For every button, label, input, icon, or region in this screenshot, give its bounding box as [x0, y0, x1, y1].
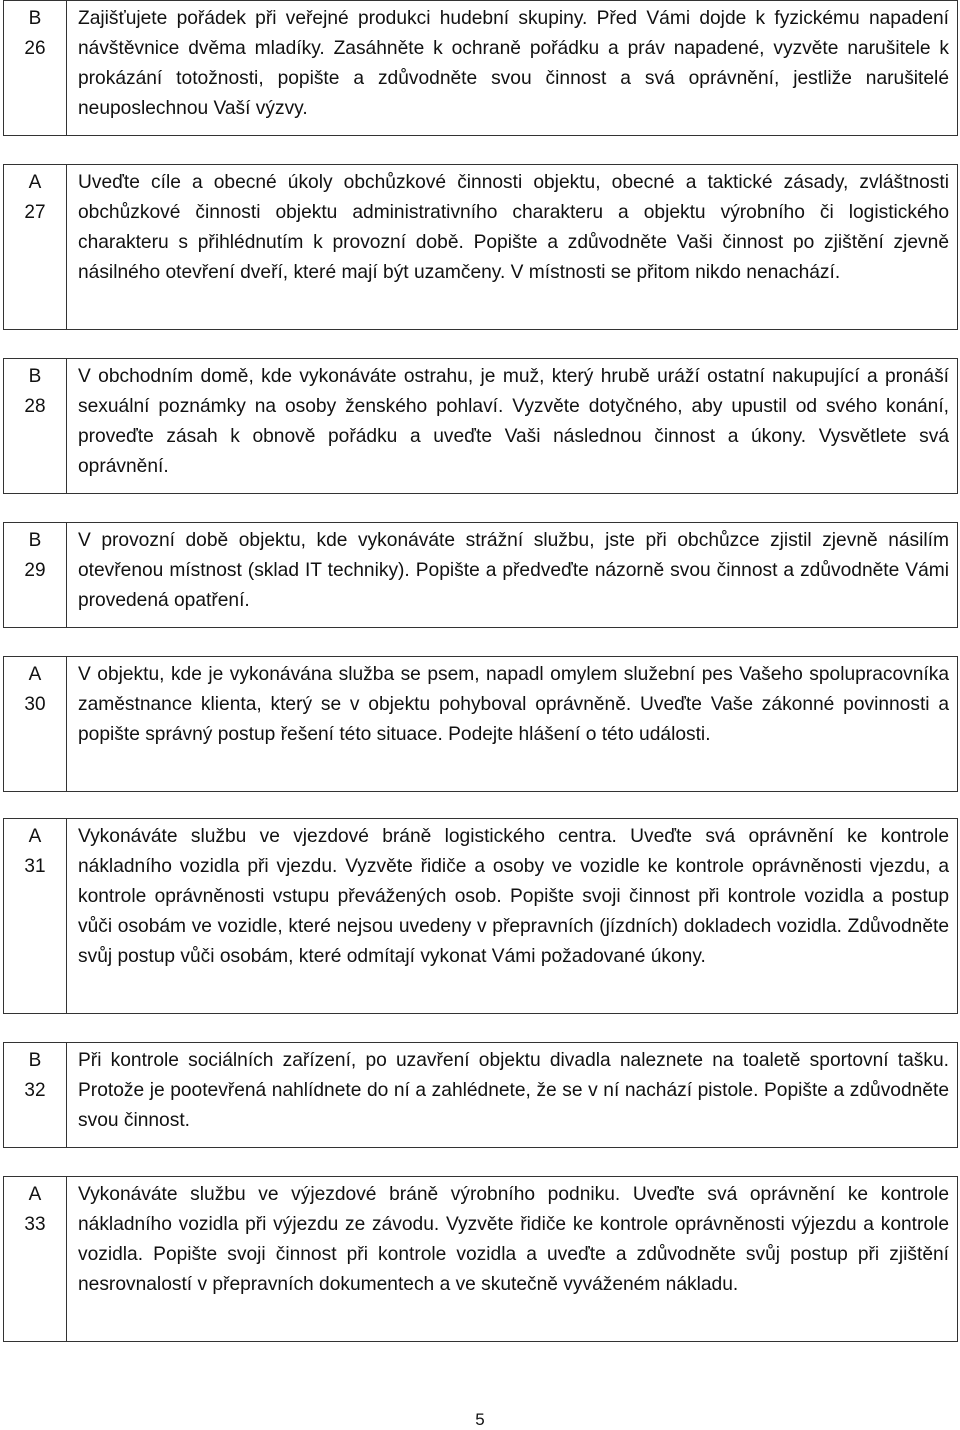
- question-letter: A: [28, 826, 42, 847]
- question-header: [4, 1177, 67, 1341]
- question-box-33: [3, 1176, 958, 1342]
- question-text: Vykonáváte službu ve výjezdové bráně výrobního podniku. Uveďte svá oprávnění ke kontrole nákladního vozidla při výjezdu ze závodu. Vyzvěte řidiče ke kontrole oprávněnosti výjezdu a kontrole vozidla. Popište svoji činnost při kontrole vozidla a uveďte a zdůvodněte svůj postup při zjištění nesrovnalostí v přepravních dokumentech a ve skutečně vyváženém nákladu.: [78, 1184, 949, 1295]
- question-box-27: [3, 164, 958, 330]
- question-text: Zajišťujete pořádek při veřejné produkci hudební skupiny. Před Vámi dojde k fyzickému napadení návštěvnice dvěma mladíky. Zasáhněte k ochraně pořádku a práv napadené, vyzvěte narušitele k prokázání totožnosti, popište a zdůvodněte svou činnost a svá oprávnění, jestliže narušitelé neuposlechnou Vaší výzvy.: [78, 8, 949, 119]
- question-number: 31: [24, 856, 46, 877]
- question-letter: A: [28, 1184, 42, 1205]
- question-header: [4, 1043, 67, 1147]
- question-header: [4, 359, 67, 493]
- page-number: 5: [475, 1410, 485, 1429]
- question-header: [4, 1, 67, 135]
- question-text: V objektu, kde je vykonávána služba se psem, napadl omylem služební pes Vašeho spolupracovníka zaměstnance klienta, který se v objektu pohyboval oprávněně. Uveďte Vaše zákonné povinnosti a popište správný postup řešení této situace. Podejte hlášení o této události.: [78, 664, 949, 745]
- question-number: 26: [24, 38, 46, 59]
- question-letter: B: [28, 8, 42, 29]
- question-text: Vykonáváte službu ve vjezdové bráně logistického centra. Uveďte svá oprávnění ke kontrole nákladního vozidla při vjezdu. Vyzvěte řidiče a osoby ve vozidle ke kontrole oprávněnosti vjezdu, a kontrole oprávněnosti vstupu převážených osob. Popište svoji činnost při kontrole vozidla a postup vůči osobám ve vozidle, které nejsou uvedeny v přepravních (jízdních) dokladech vozidla. Zdůvodněte svůj postup vůči osobám, které odmítají vykonat Vámi požadované úkony.: [78, 826, 949, 967]
- question-number: 33: [24, 1214, 46, 1235]
- question-letter: A: [28, 664, 42, 685]
- question-box-28: [3, 358, 958, 494]
- question-header: [4, 657, 67, 791]
- question-number: 30: [24, 694, 46, 715]
- question-number: 32: [24, 1080, 46, 1101]
- question-text: V obchodním domě, kde vykonáváte ostrahu, je muž, který hrubě uráží ostatní nakupující a pronáší sexuální poznámky na osoby ženského pohlaví. Vyzvěte dotyčného, aby upustil od svého konání, proveďte zásah k obnově pořádku a uveďte Vaši následnou činnost a úkony. Vysvětlete svá oprávnění.: [78, 366, 949, 477]
- question-text: Uveďte cíle a obecné úkoly obchůzkové činnosti objektu, obecné a taktické zásady, zvláštnosti obchůzkové činnosti objektu administrativního charakteru a objektu výrobního či logistického charakteru s přihlédnutím k provozní době. Popište a zdůvodněte Vaši činnost po zjištění zjevně násilného otevření dveří, které mají být uzamčeny. V místnosti se přitom nikdo nenachází.: [78, 172, 949, 283]
- question-number: 28: [24, 396, 46, 417]
- question-number: 29: [24, 560, 46, 581]
- question-number: 27: [24, 202, 46, 223]
- question-box-29: [3, 522, 958, 628]
- question-header: [4, 523, 67, 627]
- question-text: Při kontrole sociálních zařízení, po uzavření objektu divadla naleznete na toaletě sportovní tašku. Protože je pootevřená nahlídnete do ní a zahlédnete, že se v ní nachází pistole. Popište a zdůvodněte svou činnost.: [78, 1050, 949, 1131]
- question-box-32: [3, 1042, 958, 1148]
- question-letter: B: [28, 1050, 42, 1071]
- question-letter: B: [28, 366, 42, 387]
- question-box-30: [3, 656, 958, 792]
- question-box-31: [3, 818, 958, 1014]
- question-box-26: [3, 0, 958, 136]
- question-header: [4, 819, 67, 1013]
- question-header: [4, 165, 67, 329]
- question-text: V provozní době objektu, kde vykonáváte strážní službu, jste při obchůzce zjistil zjevně násilím otevřenou místnost (sklad IT techniky). Popište a předveďte názorně svou činnost a zdůvodněte Vámi provedená opatření.: [78, 530, 949, 611]
- question-letter: A: [28, 172, 42, 193]
- question-letter: B: [28, 530, 42, 551]
